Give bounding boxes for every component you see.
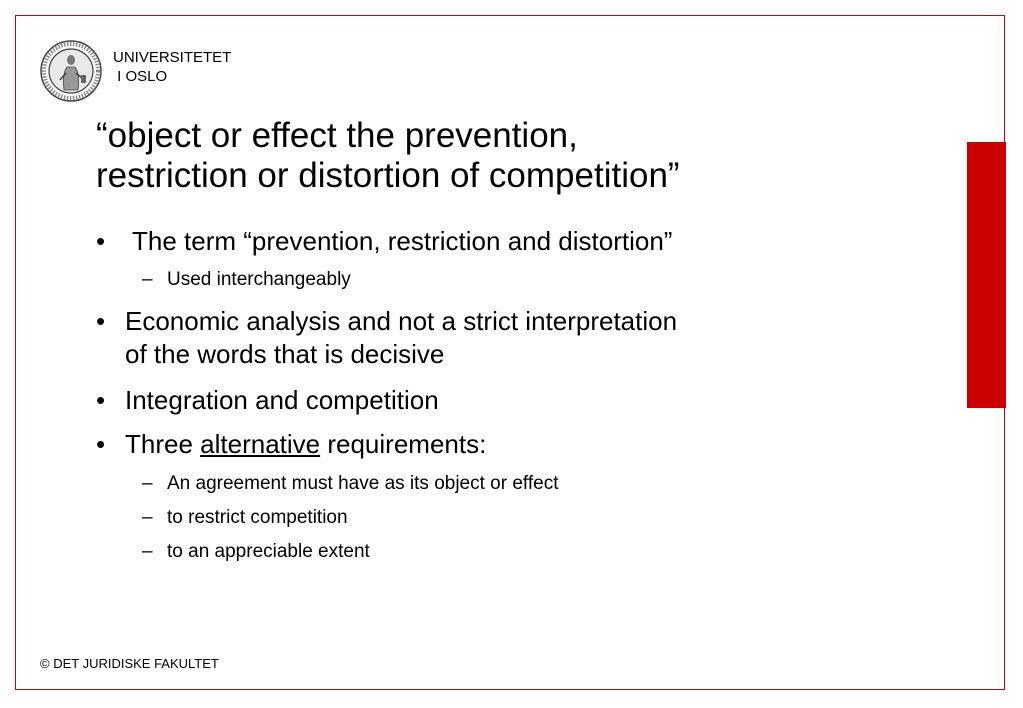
bullet-item <box>96 305 816 371</box>
sub-bullet-item <box>142 472 842 496</box>
bullet-item <box>96 225 816 258</box>
bullet-marker: • <box>96 385 106 415</box>
sub-bullet-item <box>142 540 842 564</box>
footer-copyright: © DET JURIDISKE FAKULTET <box>40 656 219 671</box>
dash-marker: – <box>142 507 153 528</box>
bullet-item <box>96 384 816 417</box>
sub-bullet-text: to an appreciable extent <box>167 541 370 562</box>
university-name-line1: UNIVERSITETET <box>113 49 232 66</box>
sub-bullet-text: An agreement must have as its object or effect <box>167 473 559 494</box>
university-name <box>113 48 231 86</box>
university-name-line2: I OSLO <box>113 68 168 85</box>
university-seal-icon <box>40 40 102 102</box>
bullet-marker: • <box>96 429 106 459</box>
dash-marker: – <box>142 473 153 494</box>
bullet-text-pre: Three <box>125 429 201 459</box>
bullet-text-emphasis: alternative <box>200 429 321 459</box>
bullet-text-line1: Economic analysis and not a strict interpretation <box>125 306 678 336</box>
sub-bullet-item <box>142 268 842 292</box>
sub-bullet-text: Used interchangeably <box>167 269 351 290</box>
bullet-marker: • <box>96 306 106 336</box>
dash-marker: – <box>142 269 153 290</box>
bullet-text <box>96 305 816 371</box>
sub-bullet-text: to restrict competition <box>167 507 348 528</box>
bullet-marker: • <box>96 226 106 256</box>
slide-title-line1: “object or effect the prevention, <box>96 116 578 155</box>
bullet-text-line2: of the words that is decisive <box>125 339 445 369</box>
bullet-text <box>96 428 816 461</box>
slide-title <box>96 116 956 196</box>
slide-title-line2: restriction or distortion of competition” <box>96 156 680 195</box>
bullet-text: Integration and competition <box>125 385 439 415</box>
bullet-item <box>96 428 816 461</box>
sub-bullet-item <box>142 506 842 530</box>
bullet-text: The term “prevention, restriction and distortion” <box>132 226 673 256</box>
dash-marker: – <box>142 541 153 562</box>
accent-bar <box>967 142 1006 408</box>
bullet-text-post: requirements: <box>320 429 487 459</box>
